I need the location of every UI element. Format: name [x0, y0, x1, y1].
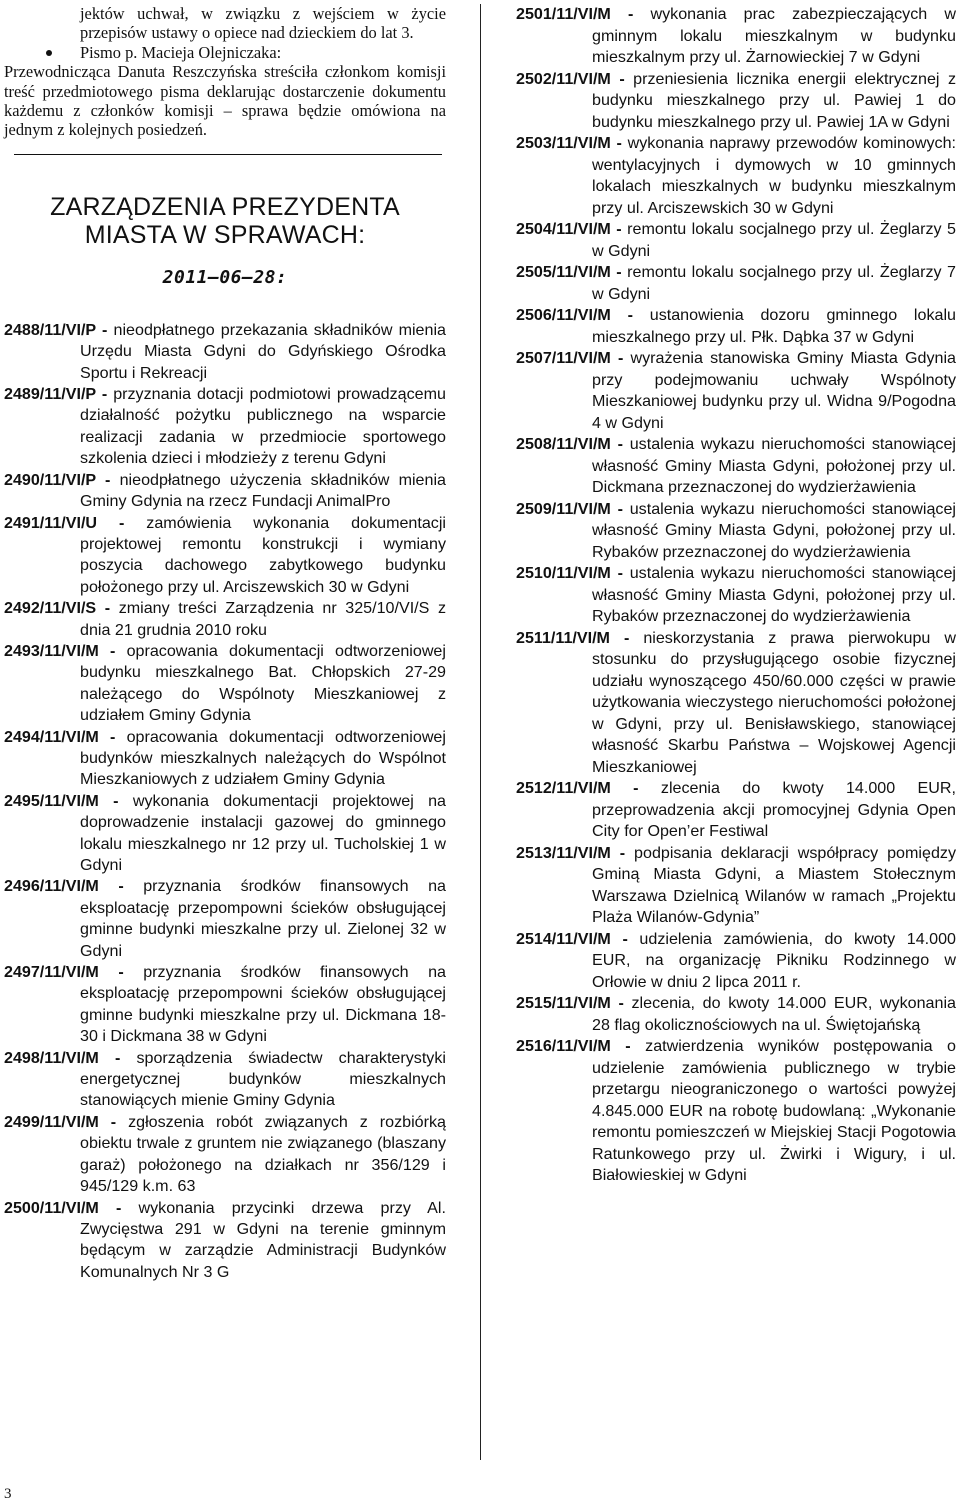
ordinance-number: 2489/11/VI/P - [4, 385, 108, 404]
page-number: 3 [4, 1486, 12, 1502]
ordinance-text: zamówienia wykonania dokumentacji projektowej remontu konstrukcji i wymiany poszycia dachowego zabytkowego budynku położonego przy ul. Arciszewskich 30 w Gdyni [80, 513, 447, 596]
ordinance-number: 2509/11/VI/M - [516, 499, 623, 518]
section-divider [14, 154, 442, 155]
ordinance-entry [4, 791, 446, 877]
ordinance-entry [516, 778, 956, 843]
ordinance-text: ustalenia wykazu nieruchomości stanowiącej własność Gminy Miasta Gdyni, położonej przy ul. Rybaków przeznaczonej do wydzierżawienia [592, 499, 956, 561]
ordinance-entry [516, 929, 956, 994]
ordinance-entry [516, 628, 956, 779]
ordinance-text: opracowania dokumentacji odtworzeniowej budynków mieszkalnych należących do Wspólnot Mieszkaniowych z udziałem Gminy Gdynia [80, 727, 446, 789]
intro-block [4, 4, 446, 155]
ordinance-number: 2492/11/VI/S - [4, 599, 111, 618]
ordinance-number: 2513/11/VI/M - [516, 843, 626, 862]
ordinance-entry [516, 434, 956, 499]
ordinance-number: 2504/11/VI/M - [516, 220, 622, 238]
ordinance-entry [516, 348, 956, 434]
ordinance-entry [4, 598, 446, 641]
ordinance-entry [516, 499, 956, 564]
ordinance-text: nieskorzystania z prawa pierwokupu w stosunku do przysługującego osobie fizycznej udziału wynoszącego 450/60.000 części w prawie użytkowania wieczystego nieruchomości położonej w Gdyni, przy ul. Benisławskiego, stanowiącej własność Skarbu Państwa – Wojskowej Agencji Mieszkaniowej [592, 628, 956, 776]
ordinance-text: zmiany treści Zarządzenia nr 325/10/VI/S z dnia 21 grudnia 2010 roku [80, 599, 446, 639]
ordinance-number: 2512/11/VI/M - [516, 779, 639, 797]
ordinance-text: przeniesienia licznika energii elektrycznej z budynku mieszkalnego przy ul. Pawiej 1 do budynku mieszkalnego przy ul. Pawiej 1A w Gdyni [592, 69, 956, 131]
ordinance-entry [4, 470, 446, 513]
intro-paragraph: Przewodnicząca Danuta Reszczyńska streściła członkom komisji treść przedmiotowego pisma deklarując dostarczenie dokumentu każdemu z członków komisji – sprawa będzie omówiona na jednym z kolejnych posiedzeń. [4, 62, 446, 140]
ordinance-number: 2507/11/VI/M - [516, 349, 624, 367]
ordinance-text: przyznania środków finansowych na eksploatację przepompowni ścieków obsługującej gminne budynki mieszkalne przy ul. Zielonej 32 w Gdyni [80, 877, 446, 960]
ordinance-text: wykonania dokumentacji projektowej na doprowadzenie instalacji gazowej do gminnego lokalu mieszkalnego nr 12 przy ul. Tucholskiej 1 w Gdyni [80, 791, 446, 874]
ordinance-text: wykonania prac zabezpieczających w gminnym lokalu mieszkalnym w budynku mieszkalnym przy ul. Żarnowieckiej 7 w Gdyni [592, 5, 956, 66]
left-column [4, 4, 446, 1283]
column-divider [480, 4, 481, 1460]
section-title-line2: MIASTA W SPRAWACH: [84, 220, 366, 249]
right-column [516, 4, 956, 1187]
ordinance-entry [4, 1198, 446, 1284]
ordinance-number: 2496/11/VI/M - [4, 877, 124, 896]
ordinance-text: zgłoszenia robót związanych z rozbiórką obiektu trwale z gruntem nie związanego (blaszany garaż) położonego na działkach nr 356/129 i 945/129 k.m. 63 [80, 1112, 446, 1196]
ordinance-text: przyznania dotacji podmiotowi prowadzącemu działalność pożytku publicznego na wsparcie realizacji zadania w przedmiocie sportowego szkolenia dzieci i młodzieży z terenu Gdyni [80, 385, 446, 468]
ordinance-number: 2498/11/VI/M - [4, 1048, 121, 1067]
ordinance-number: 2515/11/VI/M - [516, 994, 624, 1012]
ordinance-number: 2488/11/VI/P - [4, 320, 108, 339]
ordinance-text: zlecenia do kwoty 14.000 EUR, przeprowadzenia akcji promocyjnej Gdynia Open City for Open’er Festiwal [592, 779, 956, 840]
ordinance-number: 2493/11/VI/M - [4, 641, 116, 660]
ordinance-number: 2511/11/VI/M - [516, 628, 630, 647]
ordinance-text: nieodpłatnego przekazania składników mienia Urzędu Miasta Gdyni do Gdyńskiego Ośrodka Sportu i Rekreacji [80, 320, 446, 382]
ordinance-entry [4, 876, 446, 962]
ordinance-text: podpisania deklaracji współpracy pomiędzy Gminą Miasta Gdyni, a Miastem Stołecznym Warszawa Dzielnicą Wilanów w ramach „Projektu Plaża Wilanów-Gdynia” [592, 843, 956, 926]
ordinance-number: 2502/11/VI/M - [516, 69, 625, 88]
ordinance-entry [516, 219, 956, 262]
ordinance-text: remontu lokalu socjalnego przy ul. Żeglarzy 7 w Gdyni [592, 263, 956, 303]
ordinance-entry [516, 305, 956, 348]
ordinance-entry [516, 843, 956, 929]
ordinance-number: 2497/11/VI/M - [4, 963, 124, 982]
ordinance-entry [4, 962, 446, 1048]
ordinance-text: ustalenia wykazu nieruchomości stanowiącej własność Gminy Miasta Gdyni, położonej przy ul. Rybaków przeznaczonej do wydzierżawienia [592, 564, 956, 625]
ordinance-entry [4, 1048, 446, 1112]
ordinance-text: przyznania środków finansowych na eksploatację przepompowni ścieków obsługującej gminne budynki mieszkalne przy ul. Dickmana 18-30 i Dickmana 38 w Gdyni [80, 963, 446, 1046]
ordinance-text: zatwierdzenia wyników postępowania o udzielenie zamówienia publicznego w trybie przetargu nieograniczonego o wartości powyżej 4.845.000 EUR na robotę budowlaną: „Wykonanie remontu pomieszczeń w Miejskiej Stacji Pogotowia Ratunkowego przy ul. Żwirki i Wigury, i ul. Białowieskiej w Gdyni [592, 1037, 956, 1184]
section-date: 2011–06–28: [162, 266, 288, 288]
ordinance-text: sporządzenia świadectw charakterystyki energetycznej budynków mieszkalnych stanowiących mienie Gminy Gdynia [80, 1048, 446, 1110]
ordinance-entry [4, 727, 446, 791]
ordinance-number: 2503/11/VI/M - [516, 134, 622, 152]
left-entries-list [4, 320, 446, 1283]
ordinance-number: 2499/11/VI/M - [4, 1112, 117, 1131]
ordinance-entry [4, 641, 446, 727]
ordinance-entry [516, 993, 956, 1036]
ordinance-number: 2491/11/VI/U - [4, 513, 125, 532]
ordinance-number: 2514/11/VI/M - [516, 929, 628, 948]
bullet-dot-icon [46, 50, 52, 56]
ordinance-text: opracowania dokumentacji odtworzeniowej budynku mieszkalnego Bat. Chłopskich 27-29 należącego do Wspólnoty Mieszkaniowej z udziałem Gminy Gdynia [80, 641, 446, 725]
ordinance-text: ustalenia wykazu nieruchomości stanowiącej własność Gminy Miasta Gdyni, położonej przy ul. Dickmana przeznaczonej do wydzierżawienia [592, 435, 956, 496]
ordinance-entry [516, 1036, 956, 1187]
ordinance-entry [4, 320, 446, 384]
ordinance-number: 2501/11/VI/M - [516, 5, 634, 23]
ordinance-entry [4, 513, 446, 599]
bullet-text: Pismo p. Macieja Olejniczaka: [80, 42, 282, 62]
ordinance-text: wykonania przycinki drzewa przy Al. Zwycięstwa 291 w Gdyni na terenie gminnym będącym w zarządzie Administracji Budynków Komunalnych Nr 3 G [80, 1198, 446, 1281]
ordinance-entry [516, 563, 956, 628]
ordinance-text: wykonania naprawy przewodów kominowych: wentylacyjnych i dymowych w 10 gminnych lokalach mieszkalnych w budynku mieszkalnym przy ul. Arciszewskich 30 w Gdyni [592, 134, 956, 217]
ordinance-number: 2500/11/VI/M - [4, 1198, 122, 1217]
ordinance-text: zlecenia, do kwoty 14.000 EUR, wykonania 28 flag okolicznościowych na ul. Świętojańską [592, 994, 956, 1034]
ordinance-text: nieodpłatnego użyczenia składników mienia Gminy Gdynia na rzecz Fundacji AnimalPro [80, 470, 446, 511]
ordinance-number: 2490/11/VI/P - [4, 470, 111, 489]
ordinance-entry [516, 133, 956, 219]
ordinance-entry [516, 4, 956, 69]
ordinance-number: 2505/11/VI/M - [516, 263, 622, 281]
ordinance-entry [516, 69, 956, 134]
ordinance-number: 2508/11/VI/M - [516, 435, 623, 453]
ordinance-number: 2510/11/VI/M - [516, 564, 623, 582]
intro-continuation: jektów uchwał, w związku z wejściem w życie przepisów ustawy o opiece nad dzieckiem do lat 3. [80, 4, 446, 43]
ordinance-number: 2516/11/VI/M - [516, 1037, 631, 1055]
ordinance-number: 2495/11/VI/M - [4, 791, 119, 810]
section-title-line1: ZARZĄDZENIA PREZYDENTA [50, 192, 400, 221]
ordinance-entry [4, 1112, 446, 1198]
ordinance-text: ustanowienia dozoru gminnego lokalu mieszkalnego przy ul. Płk. Dąbka 37 w Gdyni [592, 306, 956, 346]
right-entries-list [516, 4, 956, 1187]
ordinance-text: udzielenia zamówienia, do kwoty 14.000 EUR, na organizację Pikniku Rodzinnego w Orłowie w dniu 2 lipca 2011 r. [592, 929, 956, 991]
section-title [4, 193, 446, 249]
ordinance-number: 2494/11/VI/M - [4, 727, 116, 746]
ordinance-entry [4, 384, 446, 470]
ordinance-text: wyrażenia stanowiska Gminy Miasta Gdynia przy podejmowaniu uchwały Wspólnoty Mieszkaniowej budynku przy ul. Widna 9/Pogodna 4 w Gdyni [592, 349, 956, 432]
ordinance-entry [516, 262, 956, 305]
bullet-item [4, 43, 446, 62]
ordinance-number: 2506/11/VI/M - [516, 306, 633, 324]
ordinance-text: remontu lokalu socjalnego przy ul. Żeglarzy 5 w Gdyni [592, 220, 956, 260]
